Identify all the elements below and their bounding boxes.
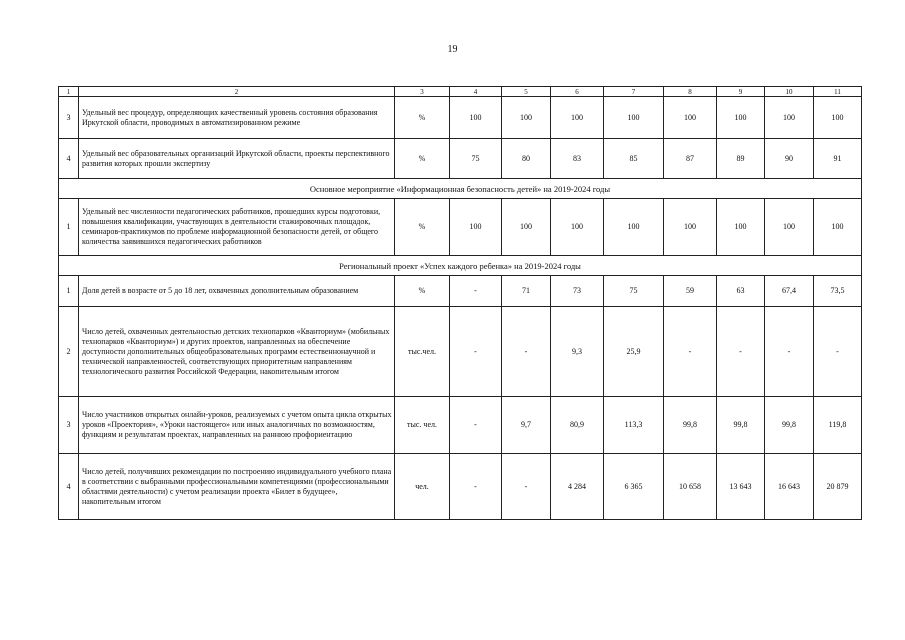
table-row bbox=[59, 454, 862, 520]
value-cell: 100 bbox=[502, 199, 551, 256]
value-cell: 80 bbox=[502, 139, 551, 179]
column-header: 9 bbox=[717, 87, 765, 97]
value-cell: 100 bbox=[551, 199, 604, 256]
row-number: 1 bbox=[59, 199, 79, 256]
value-cell: - bbox=[450, 397, 502, 454]
column-header: 2 bbox=[79, 87, 395, 97]
value-cell: 100 bbox=[604, 199, 664, 256]
value-cell: 91 bbox=[814, 139, 862, 179]
value-cell: - bbox=[664, 307, 717, 397]
unit-cell: чел. bbox=[395, 454, 450, 520]
column-header: 5 bbox=[502, 87, 551, 97]
value-cell: 90 bbox=[765, 139, 814, 179]
indicator-description: Число детей, охваченных деятельностью детских технопарков «Кванториум» (мобильных технопарков «Кванториум») и других проектов, направленных на обеспечение доступности дополнительных общеобразовательных программ естественнонаучной и технической направленностей, соответствующих приоритетным направлениям технологического развития Российской Федерации, накопительным итогом bbox=[79, 307, 395, 397]
value-cell: 85 bbox=[604, 139, 664, 179]
value-cell: 16 643 bbox=[765, 454, 814, 520]
column-header: 11 bbox=[814, 87, 862, 97]
value-cell: 119,8 bbox=[814, 397, 862, 454]
section-heading-row bbox=[59, 256, 862, 276]
value-cell: 100 bbox=[502, 97, 551, 139]
indicator-description: Доля детей в возрасте от 5 до 18 лет, охваченных дополнительным образованием bbox=[79, 276, 395, 307]
column-header-row bbox=[59, 87, 862, 97]
value-cell: 99,8 bbox=[664, 397, 717, 454]
page-number: 19 bbox=[447, 44, 458, 55]
value-cell: 63 bbox=[717, 276, 765, 307]
value-cell: - bbox=[450, 307, 502, 397]
value-cell: 6 365 bbox=[604, 454, 664, 520]
value-cell: - bbox=[814, 307, 862, 397]
column-header: 8 bbox=[664, 87, 717, 97]
section-heading-row bbox=[59, 179, 862, 199]
value-cell: 67,4 bbox=[765, 276, 814, 307]
value-cell: 75 bbox=[450, 139, 502, 179]
value-cell: 75 bbox=[604, 276, 664, 307]
table-row bbox=[59, 97, 862, 139]
unit-cell: % bbox=[395, 97, 450, 139]
table-row bbox=[59, 139, 862, 179]
value-cell: 100 bbox=[664, 199, 717, 256]
value-cell: - bbox=[717, 307, 765, 397]
table-row bbox=[59, 307, 862, 397]
value-cell: 13 643 bbox=[717, 454, 765, 520]
value-cell: - bbox=[502, 307, 551, 397]
column-header: 7 bbox=[604, 87, 664, 97]
value-cell: 100 bbox=[551, 97, 604, 139]
column-header: 3 bbox=[395, 87, 450, 97]
value-cell: - bbox=[765, 307, 814, 397]
value-cell: 113,3 bbox=[604, 397, 664, 454]
unit-cell: % bbox=[395, 199, 450, 256]
value-cell: 71 bbox=[502, 276, 551, 307]
column-header: 10 bbox=[765, 87, 814, 97]
value-cell: 73,5 bbox=[814, 276, 862, 307]
indicators-table bbox=[58, 86, 862, 520]
row-number: 3 bbox=[59, 397, 79, 454]
indicator-description: Удельный вес образовательных организаций Иркутской области, проекты перспективного развития которых прошли экспертизу bbox=[79, 139, 395, 179]
value-cell: 100 bbox=[450, 199, 502, 256]
value-cell: 9,7 bbox=[502, 397, 551, 454]
indicator-description: Удельный вес процедур, определяющих качественный уровень состояния образования Иркутской области, проводимых в автоматизированном режиме bbox=[79, 97, 395, 139]
value-cell: 4 284 bbox=[551, 454, 604, 520]
table-row bbox=[59, 397, 862, 454]
row-number: 4 bbox=[59, 139, 79, 179]
value-cell: 100 bbox=[664, 97, 717, 139]
value-cell: 80,9 bbox=[551, 397, 604, 454]
value-cell: 73 bbox=[551, 276, 604, 307]
row-number: 1 bbox=[59, 276, 79, 307]
unit-cell: % bbox=[395, 276, 450, 307]
row-number: 4 bbox=[59, 454, 79, 520]
indicator-description: Число детей, получивших рекомендации по построению индивидуального учебного плана в соответствии с выбранными профессиональными компетенциями (профессиональными областями деятельности) с учетом реализации проекта «Билет в будущее», накопительным итогом bbox=[79, 454, 395, 520]
value-cell: 100 bbox=[814, 199, 862, 256]
value-cell: 100 bbox=[717, 97, 765, 139]
column-header: 4 bbox=[450, 87, 502, 97]
value-cell: - bbox=[450, 276, 502, 307]
value-cell: 9,3 bbox=[551, 307, 604, 397]
unit-cell: % bbox=[395, 139, 450, 179]
table-row bbox=[59, 199, 862, 256]
indicator-description: Число участников открытых онлайн-уроков, реализуемых с учетом опыта цикла открытых уроков «Проектория», «Уроки настоящего» или иных аналогичных по возможностям, функциям и результатам проектах, направленных на раннюю профориентацию bbox=[79, 397, 395, 454]
value-cell: 100 bbox=[604, 97, 664, 139]
value-cell: 89 bbox=[717, 139, 765, 179]
indicator-description: Удельный вес численности педагогических работников, прошедших курсы подготовки, повышения квалификации, участвующих в деятельности стажировочных площадок, семинаров-практикумов по проблеме информационной безопасности детей, от общего количества заявившихся педагогических работников bbox=[79, 199, 395, 256]
value-cell: 59 bbox=[664, 276, 717, 307]
value-cell: 87 bbox=[664, 139, 717, 179]
column-header: 1 bbox=[59, 87, 79, 97]
value-cell: 99,8 bbox=[717, 397, 765, 454]
section-title: Основное мероприятие «Информационная безопасность детей» на 2019-2024 годы bbox=[59, 179, 862, 199]
value-cell: 100 bbox=[814, 97, 862, 139]
value-cell: 10 658 bbox=[664, 454, 717, 520]
value-cell: 99,8 bbox=[765, 397, 814, 454]
table-row bbox=[59, 276, 862, 307]
value-cell: - bbox=[450, 454, 502, 520]
value-cell: 100 bbox=[765, 97, 814, 139]
unit-cell: тыс. чел. bbox=[395, 397, 450, 454]
value-cell: 100 bbox=[765, 199, 814, 256]
value-cell: - bbox=[502, 454, 551, 520]
value-cell: 83 bbox=[551, 139, 604, 179]
row-number: 2 bbox=[59, 307, 79, 397]
value-cell: 100 bbox=[450, 97, 502, 139]
column-header: 6 bbox=[551, 87, 604, 97]
section-title: Региональный проект «Успех каждого ребенка» на 2019-2024 годы bbox=[59, 256, 862, 276]
value-cell: 100 bbox=[717, 199, 765, 256]
row-number: 3 bbox=[59, 97, 79, 139]
value-cell: 20 879 bbox=[814, 454, 862, 520]
value-cell: 25,9 bbox=[604, 307, 664, 397]
unit-cell: тыс.чел. bbox=[395, 307, 450, 397]
